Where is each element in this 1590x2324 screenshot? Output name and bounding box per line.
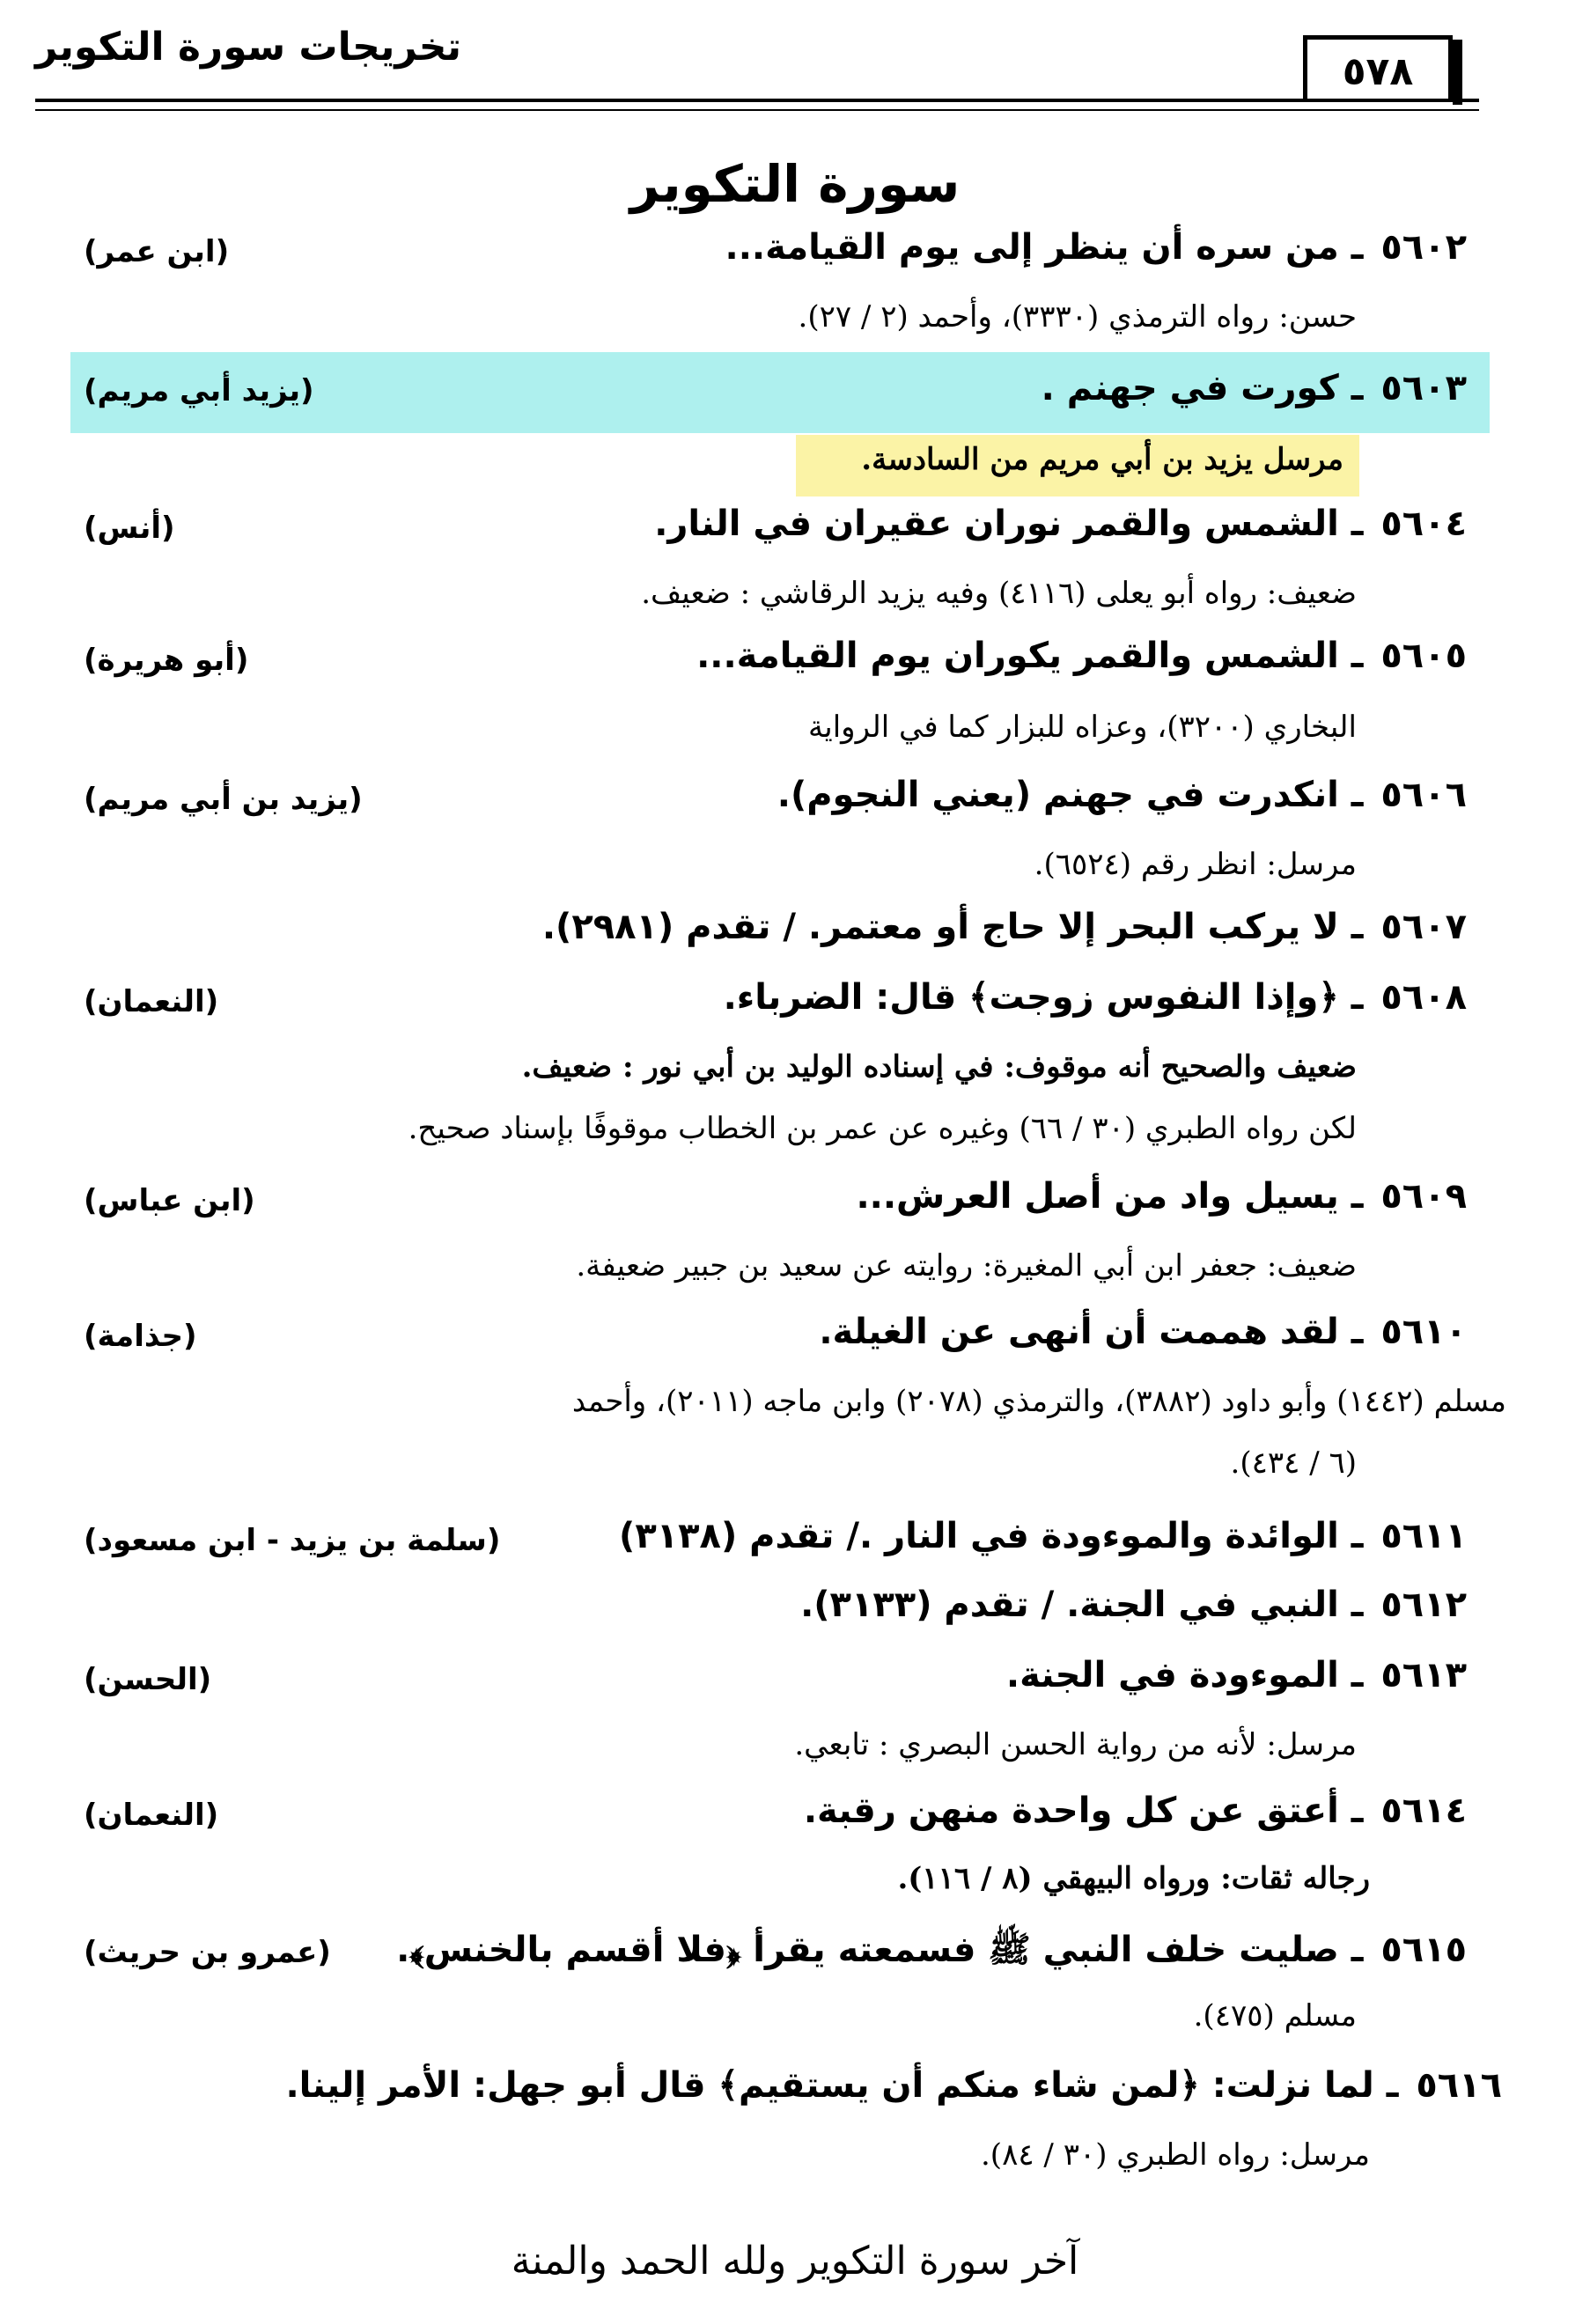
hadith-number: ٥٦٠٦	[1380, 775, 1467, 815]
hadith-grading: ضعيف: جعفر ابن أبي المغيرة: روايته عن سعيد بن جبير ضعيفة.	[576, 1248, 1357, 1283]
hadith-narrator: (أبو هريرة)	[84, 643, 249, 678]
hadith-number: ٥٦١٤	[1380, 1791, 1467, 1831]
hadith-number: ٥٦١٦	[1416, 2065, 1502, 2106]
hadith-grading: مرسل: لأنه من رواية الحسن البصري : تابعي.	[794, 1727, 1357, 1762]
hadith-text: ـ النبي في الجنة. / تقدم (٣١٣٣).	[800, 1585, 1364, 1625]
hadith-number: ٥٦٠٧	[1380, 907, 1467, 947]
hadith-number: ٥٦١٠	[1380, 1312, 1467, 1352]
hadith-grading: حسن: رواه الترمذي (٣٣٣٠)، وأحمد (٢ / ٢٧).	[798, 299, 1357, 335]
hadith-number: ٥٦١٢	[1380, 1585, 1467, 1625]
hadith-text: ـ الشمس والقمر يكوران يوم القيامة...	[696, 636, 1364, 676]
hadith-number: ٥٦٠٥	[1380, 636, 1467, 676]
hadith-narrator: (أنس)	[84, 511, 175, 546]
hadith-entry	[800, 1585, 1467, 1625]
hadith-grading: ضعيف: رواه أبو يعلى (٤١١٦) وفيه يزيد الرقاشي : ضعيف.	[641, 576, 1357, 611]
hadith-number: ٥٦٠٤	[1380, 504, 1467, 544]
hadith-entry	[285, 2065, 1502, 2106]
hadith-text: ـ انكدرت في جهنم (يعني النجوم).	[777, 775, 1364, 815]
hadith-text: ـ الشمس والقمر نوران عقيران في النار.	[654, 504, 1364, 544]
hadith-entry	[396, 1928, 1467, 1979]
hadith-narrator: (ابن عمر)	[84, 234, 230, 269]
hadith-grading: مرسل: انظر رقم (٦٥٢٤).	[1034, 847, 1357, 882]
hadith-narrator: (يزيد أبي مريم)	[84, 373, 314, 408]
hadith-text: ـ صليت خلف النبي ﷺ فسمعته يقرأ ﴿فلا أقسم بالخنس﴾.	[396, 1930, 1364, 1970]
hadith-grading: رجاله ثقات: ورواه البيهقي (٨ / ١١٦).	[897, 1861, 1370, 1896]
hadith-entry	[1006, 1655, 1467, 1695]
hadith-grading: ضعيف والصحيح أنه موقوف: في إسناده الوليد بن أبي نور : ضعيف.	[521, 1049, 1357, 1085]
hadith-number: ٥٦٠٢	[1380, 227, 1467, 268]
hadith-entry	[819, 1312, 1467, 1352]
hadith-number: ٥٦٠٩	[1380, 1176, 1467, 1217]
hadith-entry	[542, 907, 1467, 947]
hadith-text: ـ أعتق عن كل واحدة منهن رقبة.	[803, 1791, 1364, 1831]
hadith-grading: مرسل: رواه الطبري (٣٠ / ٨٤).	[981, 2137, 1370, 2173]
hadith-entry	[724, 977, 1467, 1018]
hadith-text: ـ الموءودة في الجنة.	[1005, 1655, 1364, 1695]
hadith-grading: مرسل يزيد بن أبي مريم من السادسة.	[861, 442, 1343, 477]
hadith-entry	[619, 1516, 1467, 1556]
hadith-number: ٥٦١٥	[1380, 1930, 1467, 1970]
hadith-narrator: (يزيد بن أبي مريم)	[84, 782, 363, 817]
hadith-entry	[804, 1791, 1467, 1831]
hadith-narrator: (الحسن)	[84, 1662, 212, 1697]
hadith-entry	[654, 504, 1467, 544]
hadith-text: ـ لا يركب البحر إلا حاج أو معتمر. / تقدم (٢٩٨١).	[541, 907, 1364, 947]
hadith-entry	[1042, 368, 1467, 408]
header-rule-thin	[35, 109, 1479, 111]
hadith-text: ـ ﴿وإذا النفوس زوجت﴾ قال: الضرباء.	[723, 977, 1364, 1018]
hadith-narrator: (جذامة)	[84, 1319, 197, 1354]
hadith-narrator: (النعمان)	[84, 1798, 219, 1833]
hadith-entry	[856, 1176, 1467, 1217]
hadith-entry	[696, 636, 1467, 676]
hadith-number: ٥٦٠٣	[1380, 368, 1467, 408]
hadith-text: ـ من سره أن ينظر إلى يوم القيامة...	[725, 227, 1364, 268]
hadith-grading-cont: (٦ / ٤٣٤).	[1230, 1445, 1357, 1481]
hadith-entry	[777, 775, 1467, 815]
hadith-narrator: (ابن عباس)	[84, 1183, 255, 1218]
hadith-number: ٥٦١١	[1380, 1516, 1467, 1556]
hadith-text: ـ يسيل واد من أصل العرش...	[856, 1176, 1364, 1217]
hadith-narrator: (عمرو بن حريث)	[84, 1935, 331, 1970]
hadith-entry	[725, 227, 1467, 268]
hadith-narrator: (النعمان)	[84, 984, 219, 1019]
hadith-grading: مسلم (١٤٤٢) وأبو داود (٣٨٨٢)، والترمذي (٢٠٧٨) وابن ماجه (٢٠١١)، وأحمد	[571, 1384, 1506, 1419]
hadith-number: ٥٦١٣	[1380, 1655, 1467, 1695]
hadith-grading-cont: لكن رواه الطبري (٣٠ / ٦٦) وغيره عن عمر بن الخطاب موقوفًا بإسناد صحيح.	[408, 1111, 1357, 1146]
hadith-text: ـ لما نزلت: ﴿لمن شاء منكم أن يستقيم﴾ قال أبو جهل: الأمر إلينا.	[285, 2065, 1399, 2106]
running-header-title: تخريجات سورة التكوير	[35, 25, 461, 70]
hadith-grading: البخاري (٣٢٠٠)، وعزاه للبزار كما في الرواية	[808, 710, 1357, 745]
page-number: ٥٧٨	[1303, 35, 1453, 100]
hadith-narrator: (سلمة بن يزيد - ابن مسعود)	[84, 1523, 501, 1558]
hadith-number: ٥٦٠٨	[1380, 977, 1467, 1018]
hadith-grading: مسلم (٤٧٥).	[1193, 1998, 1357, 2034]
hadith-text: ـ الوائدة والموءودة في النار ./ تقدم (٣١٣٨)	[619, 1516, 1364, 1556]
hadith-text: ـ كورت في جهنم .	[1041, 368, 1364, 408]
surah-title: سورة التكوير	[629, 154, 961, 214]
closing-line: آخر سورة التكوير ولله الحمد والمنة	[511, 2239, 1079, 2284]
hadith-text: ـ لقد هممت أن أنهى عن الغيلة.	[819, 1312, 1364, 1352]
header-rule	[35, 99, 1479, 102]
